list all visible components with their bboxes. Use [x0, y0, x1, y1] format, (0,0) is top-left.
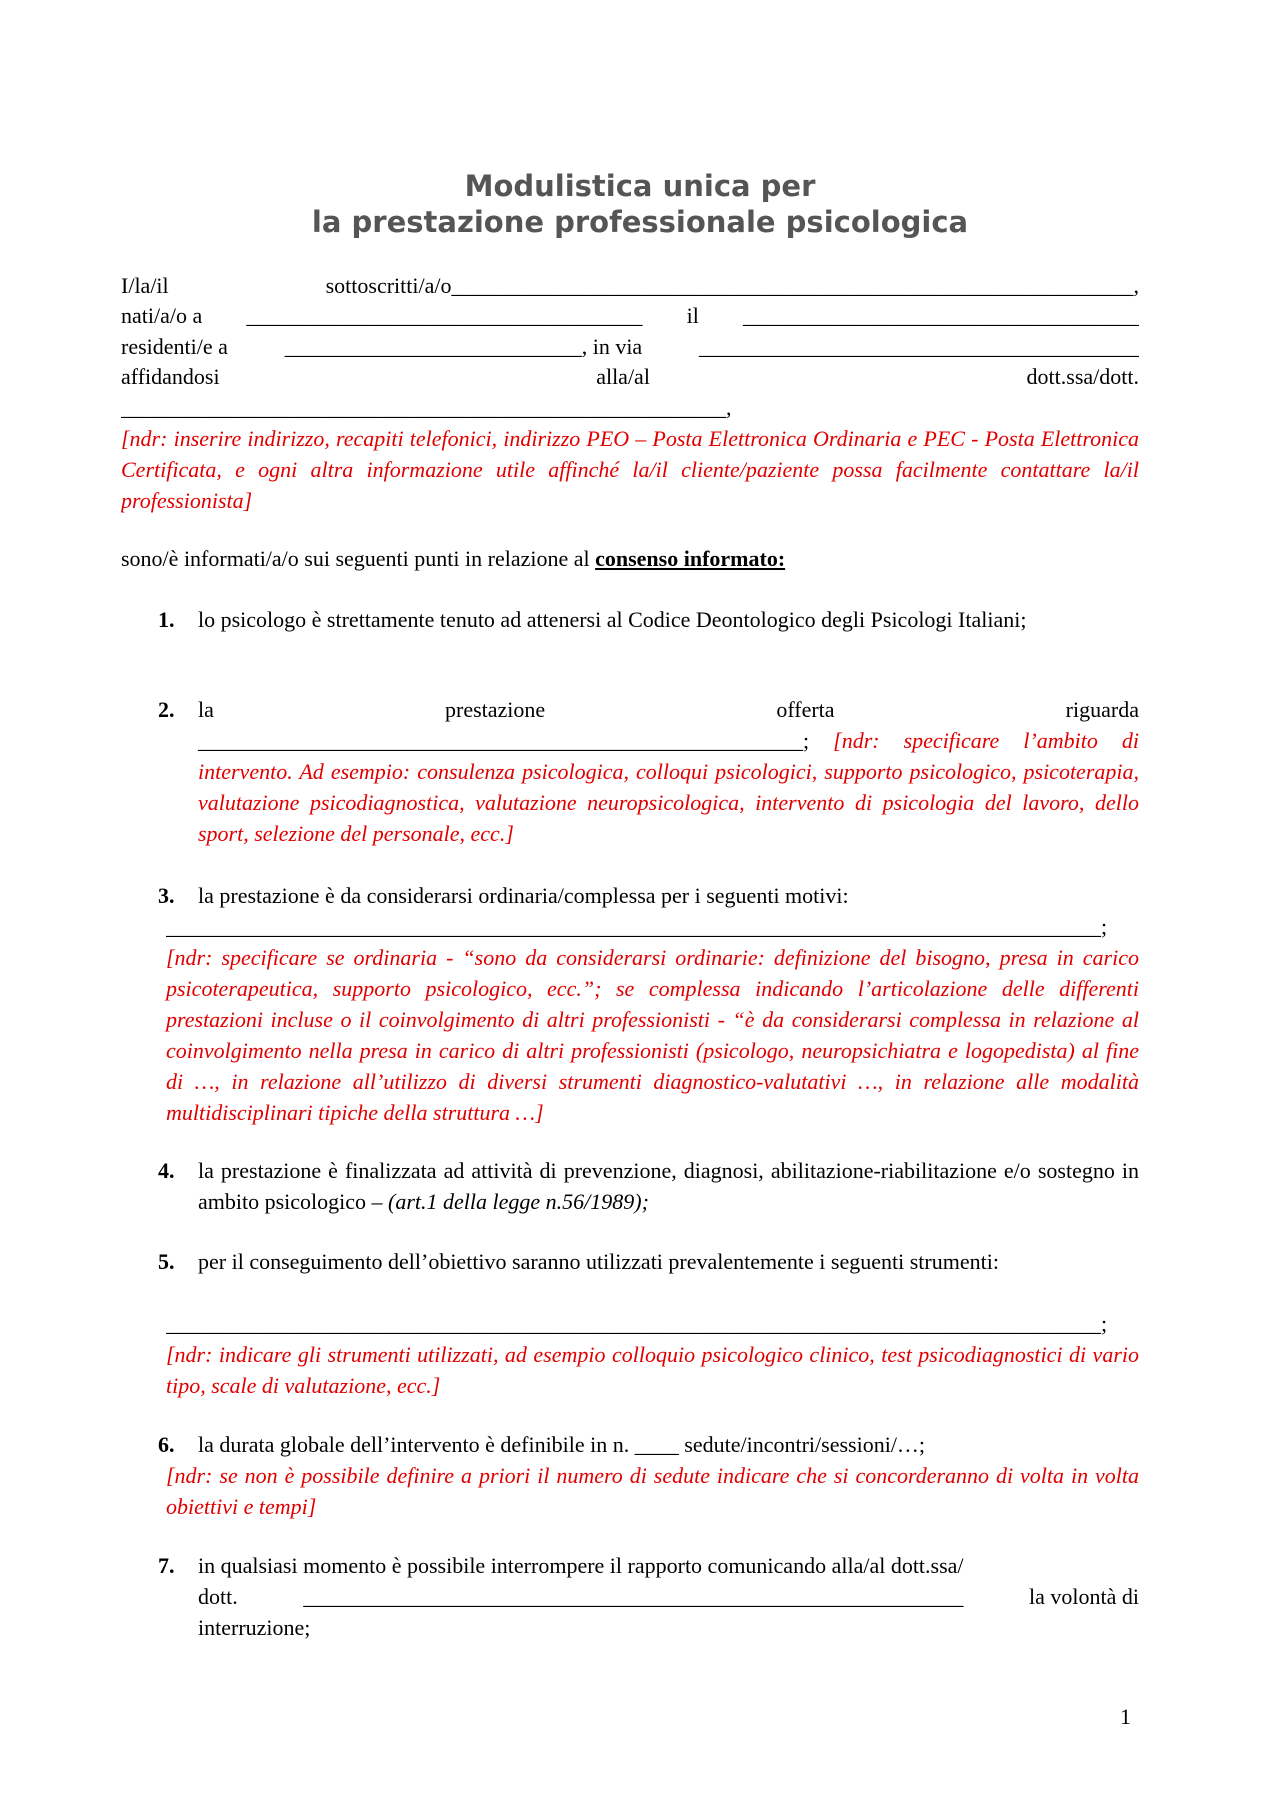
- item-2-first-line: [198, 694, 1139, 725]
- doctor-name-field: _______________________________________________________,: [121, 395, 732, 420]
- item-5-note: [ndr: indicare gli strumenti utilizzati, ad esempio colloquio psicologico clinico, test psicodiagnostici di vario tipo, scale di valutazione, ecc.]: [166, 1342, 1139, 1398]
- header-row-2: [121, 300, 1139, 331]
- intro-line: [121, 543, 1139, 574]
- item-2-word: riguarda: [1065, 697, 1139, 722]
- item-5-blank-field: _____________________________________________________________________________________;: [166, 1311, 1108, 1336]
- informed-consent-heading: consenso informato:: [595, 546, 786, 571]
- item-4-law-reference: (art.1 della legge n.56/1989);: [388, 1189, 649, 1214]
- item-7-line-2: [198, 1581, 1139, 1612]
- resident-city-field: ___________________________, in via: [284, 334, 643, 359]
- item-7-line-1: in qualsiasi momento è possibile interrompere il rapporto comunicando alla/al dott.ssa/: [198, 1553, 964, 1578]
- item-2-body: [198, 725, 1139, 849]
- header-signers-field: sottoscritti/a/o______________________________________________________________,: [325, 273, 1139, 298]
- item-2-note: [ndr: specificare l’ambito di intervento. Ad esempio: consulenza psicologica, colloqui psicologici, supporto psicologico, psicoterapia, valutazione psicodiagnostica, valutazione neuropsicologica, intervento di psicologia del lavoro, dello sport, selezione del personale, ecc.]: [198, 728, 1139, 846]
- header-row-1: [121, 270, 1139, 301]
- born-place-field: ____________________________________: [246, 303, 643, 328]
- item-3-number: 3.: [158, 883, 175, 908]
- intro-text: sono/è informati/a/o sui seguenti punti in relazione al: [121, 546, 596, 571]
- item-7-number: 7.: [158, 1553, 175, 1578]
- item-4-text: la prestazione è finalizzata ad attività di prevenzione, diagnosi, abilitazione-riabilitazione e/o sostegno in ambito psicologico –: [198, 1158, 1139, 1214]
- item-7-will-label: la volontà di: [1029, 1584, 1139, 1609]
- item-2-word: prestazione: [445, 697, 546, 722]
- item-2-word: offerta: [776, 697, 835, 722]
- born-date-field: ____________________________________: [743, 303, 1139, 328]
- item-7-dott-label: dott.: [198, 1584, 238, 1609]
- doctor-label: dott.ssa/dott.: [1026, 364, 1139, 389]
- item-1-text: lo psicologo è strettamente tenuto ad attenersi al Codice Deontologico degli Psicologi Italiani;: [198, 607, 1027, 632]
- born-label: nati/a/o a: [121, 303, 203, 328]
- resident-label: residenti/e a: [121, 334, 228, 359]
- item-3-text: la prestazione è da considerarsi ordinaria/complessa per i seguenti motivi:: [198, 883, 849, 908]
- item-3-blank-field: _____________________________________________________________________________________;: [166, 914, 1108, 939]
- item-1-number: 1.: [158, 607, 175, 632]
- item-2-word: la: [198, 697, 214, 722]
- item-7-line-3: interruzione;: [198, 1615, 311, 1640]
- item-6-number: 6.: [158, 1432, 175, 1457]
- header-row-3: [121, 331, 1139, 362]
- entrust-label: affidandosi: [121, 364, 220, 389]
- page-number: 1: [1120, 1704, 1131, 1729]
- born-date-label: il: [686, 303, 699, 328]
- item-5-text: per il conseguimento dell’obiettivo saranno utilizzati prevalentemente i seguenti strumenti:: [198, 1249, 999, 1274]
- item-2-number: 2.: [158, 697, 175, 722]
- resident-street-field: ________________________________________: [699, 334, 1139, 359]
- item-5-number: 5.: [158, 1249, 175, 1274]
- item-4-number: 4.: [158, 1158, 175, 1183]
- item-4-body: [198, 1155, 1139, 1217]
- header-subject-label: I/la/il: [121, 273, 169, 298]
- header-note: [ndr: inserire indirizzo, recapiti telefonici, indirizzo PEO – Posta Elettronica Ordinaria e PEC - Posta Elettronica Certificata, e ogni altra informazione utile affinché la/il cliente/paziente possa facilmente contattare la/il professionista]: [121, 426, 1139, 513]
- entrust-to-label: alla/al: [596, 364, 650, 389]
- item-7-blank-field: ____________________________________________________________: [303, 1584, 964, 1609]
- item-2-blank-field: _______________________________________________________;: [198, 728, 810, 753]
- item-6-note: [ndr: se non è possibile definire a priori il numero di sedute indicare che si concorderanno di volta in volta obiettivi e tempi]: [166, 1463, 1139, 1519]
- item-6-text: la durata globale dell’intervento è definibile in n. ____ sedute/incontri/sessioni/…;: [198, 1432, 926, 1457]
- title-line-2: la prestazione professionale psicologica: [311, 205, 969, 239]
- header-row-4: [121, 361, 1139, 392]
- item-3-note: [ndr: specificare se ordinaria - “sono da considerarsi ordinarie: definizione del bisogno, presa in carico psicoterapeutica, supporto psicologico, ecc.”; se complessa indicando l’articolazione delle differenti prestazioni incluse o il coinvolgimento di altri professionisti - “è da considerarsi complessa in relazione al coinvolgimento nella presa in carico di altri professionisti (psicologo, neuropsichiatra e logopedista) al fine di …, in relazione all’utilizzo di diversi strumenti diagnostico-valutativi …, in relazione alle modalità multidisciplinari tipiche della struttura …]: [166, 945, 1139, 1125]
- title-line-1: Modulistica unica per: [464, 169, 816, 203]
